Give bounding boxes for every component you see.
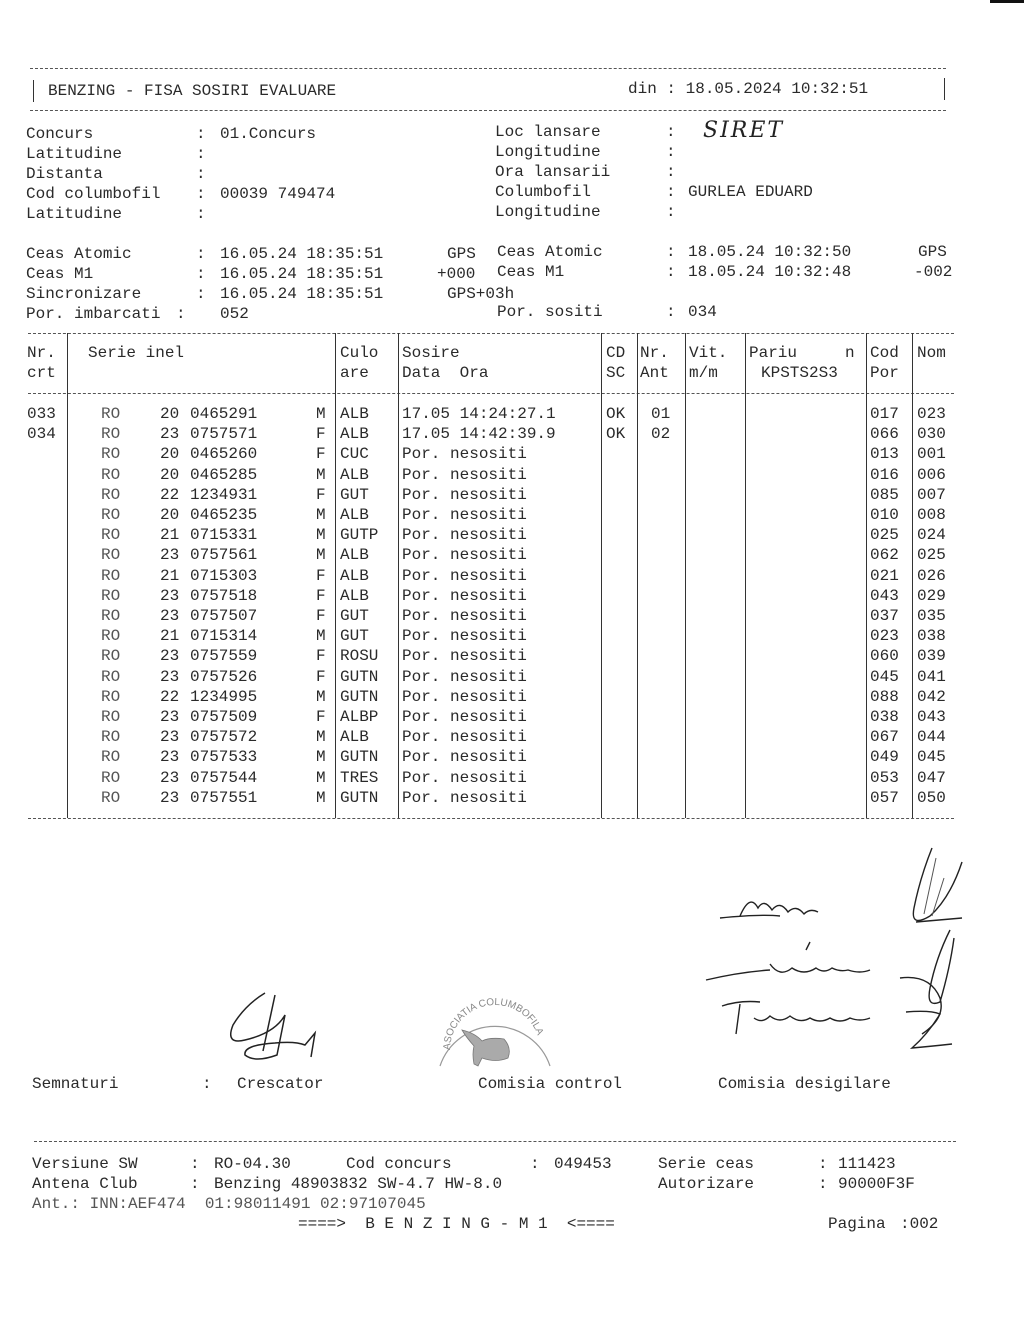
table-column-separator	[67, 333, 68, 818]
table-row-sosire: Por. nesositi	[402, 586, 527, 605]
table-row-sosire: Por. nesositi	[402, 748, 527, 767]
info-left-label: Distanta	[26, 165, 103, 183]
table-row-cod: 057	[870, 788, 899, 807]
table-row-an: 20	[160, 445, 180, 464]
table-row-inel: 1234995	[190, 687, 258, 706]
header-culoare: Culo	[340, 344, 379, 362]
table-row-nr: 034	[27, 425, 56, 444]
table-row-an: 23	[160, 425, 180, 444]
table-row-tara: RO	[101, 526, 121, 545]
table-row-an: 22	[160, 687, 180, 706]
table-row-inel: 0465285	[190, 465, 258, 484]
table-row-tara: RO	[101, 647, 121, 666]
clock-left-label: Sincronizare	[26, 285, 142, 303]
clock-left-suffix: +000	[437, 265, 476, 283]
info-right-colon: :	[666, 123, 676, 141]
table-row-inel: 0757507	[190, 607, 258, 625]
clock-left-colon: :	[196, 265, 206, 283]
table-row-cod: 016	[870, 465, 899, 484]
table-row-nom: 026	[917, 566, 946, 585]
table-row-sex: M	[316, 506, 326, 524]
table-row-nom: 050	[917, 788, 946, 807]
table-column-separator	[912, 333, 913, 818]
table-row-sosire: Por. nesositi	[402, 627, 527, 646]
table-row-an: 23	[160, 586, 180, 605]
antena-colon: :	[190, 1175, 200, 1193]
table-row-cod: 013	[870, 445, 899, 464]
info-left-label: Latitudine	[26, 145, 123, 163]
table-row-tara: RO	[101, 627, 121, 646]
info-right-value: GURLEA EDUARD	[688, 183, 813, 201]
header-nr-crt: crt	[27, 364, 56, 383]
header-sosire: Data Ora	[402, 364, 489, 383]
title-border-left	[33, 80, 34, 102]
cod-concurs-value: 049453	[554, 1155, 612, 1173]
table-row-nom: 025	[917, 546, 946, 565]
clock-right-suffix: -002	[914, 263, 953, 281]
table-row-inel: 0465260	[190, 445, 258, 464]
clock-right-suffix: GPS	[918, 243, 947, 261]
table-row-an: 21	[160, 526, 180, 545]
table-row-nom: 043	[917, 708, 946, 726]
autorizare-colon: :	[818, 1175, 828, 1193]
clock-left-label: Ceas M1	[26, 265, 94, 283]
scan-edge-mark	[990, 0, 1024, 3]
signature-crescator	[215, 985, 335, 1065]
table-divider	[28, 818, 954, 819]
table-row-tara: RO	[101, 748, 121, 767]
table-row-culoare: GUTP	[340, 526, 379, 545]
table-row-culoare: ALB	[340, 465, 369, 484]
info-left-colon: :	[196, 185, 206, 203]
table-row-culoare: GUTN	[340, 687, 379, 706]
table-row-sex: M	[316, 405, 326, 423]
date-label: din	[628, 80, 657, 98]
info-right-label: Columbofil	[495, 183, 592, 201]
table-row-cod: 038	[870, 708, 899, 726]
table-column-separator	[685, 333, 686, 818]
table-row-inel: 0715303	[190, 566, 258, 585]
table-row-ant: 01	[651, 405, 671, 423]
table-row-nom: 038	[917, 627, 946, 646]
clock-left-label: Por. imbarcati	[26, 305, 161, 323]
table-row-an: 23	[160, 748, 180, 767]
table-row-sex: M	[316, 748, 326, 767]
header-nr-ant: Nr.	[640, 344, 669, 362]
header-cod-por: Cod	[870, 344, 899, 362]
table-row-culoare: GUT	[340, 607, 369, 625]
signatures-colon: :	[202, 1075, 212, 1093]
table-row-inel: 0757509	[190, 708, 258, 726]
table-row-an: 21	[160, 566, 180, 585]
info-right-label: Ora lansarii	[495, 163, 611, 181]
table-row-nom: 007	[917, 485, 946, 504]
header-date: din : 18.05.2024 10:32:51	[628, 80, 869, 98]
table-row-sex: F	[316, 445, 326, 464]
clock-left-value: 16.05.24 18:35:51	[220, 285, 384, 303]
table-row-nom: 008	[917, 506, 946, 524]
table-row-tara: RO	[101, 708, 121, 726]
table-row-cod: 060	[870, 647, 899, 666]
clock-left-colon: :	[196, 285, 206, 303]
association-stamp	[420, 978, 570, 1068]
table-divider	[28, 333, 954, 334]
clock-left-value: 16.05.24 18:35:51	[220, 265, 384, 283]
table-row-sex: M	[316, 788, 326, 807]
info-right-colon: :	[666, 183, 676, 201]
table-row-nom: 045	[917, 748, 946, 767]
table-row-sosire: Por. nesositi	[402, 667, 527, 686]
table-row-cod: 023	[870, 627, 899, 646]
table-row-inel: 1234931	[190, 485, 258, 504]
clock-right-label: Ceas Atomic	[497, 243, 603, 261]
table-row-nom: 047	[917, 768, 946, 787]
table-row-nom: 041	[917, 667, 946, 686]
table-row-inel: 0757572	[190, 728, 258, 747]
table-row-culoare: ROSU	[340, 647, 379, 666]
table-row-culoare: ALB	[340, 728, 369, 747]
table-row-nom: 035	[917, 607, 946, 625]
pagina-value: :002	[900, 1215, 939, 1233]
table-column-separator	[335, 333, 336, 818]
header-nr-crt: Nr.	[27, 344, 56, 362]
signatures-label: Semnaturi	[32, 1075, 119, 1093]
pagina-label: Pagina	[828, 1215, 886, 1233]
table-row-nom: 039	[917, 647, 946, 666]
table-column-separator	[745, 333, 746, 818]
autorizare-value: 90000F3F	[838, 1175, 915, 1193]
table-row-culoare: ALB	[340, 566, 369, 585]
table-row-sex: F	[316, 708, 326, 726]
table-row-sosire: Por. nesositi	[402, 546, 527, 565]
table-row-culoare: GUTN	[340, 748, 379, 767]
table-row-nom: 001	[917, 445, 946, 464]
table-row-culoare: GUT	[340, 627, 369, 646]
table-row-culoare: ALB	[340, 425, 369, 444]
table-row-sex: F	[316, 586, 326, 605]
date-value: 18.05.2024 10:32:51	[685, 80, 869, 98]
info-right-colon: :	[666, 143, 676, 161]
clock-right-label: Por. sositi	[497, 303, 603, 321]
title-border-right	[944, 78, 945, 100]
table-row-inel: 0757533	[190, 748, 258, 767]
table-row-nom: 042	[917, 687, 946, 706]
table-row-sosire: Por. nesositi	[402, 445, 527, 464]
table-row-an: 20	[160, 465, 180, 484]
table-row-nom: 024	[917, 526, 946, 545]
clock-right-value: 18.05.24 10:32:48	[688, 263, 852, 281]
title-border-bottom	[30, 110, 946, 111]
autorizare-label: Autorizare	[658, 1175, 755, 1193]
table-row-nom: 044	[917, 728, 946, 747]
footer-banner: ====> B E N Z I N G - M 1 <====	[298, 1215, 615, 1233]
table-row-ant: 02	[651, 425, 671, 444]
handwritten-loc-lansare: SIRET	[703, 118, 785, 143]
table-row-cod: 017	[870, 405, 899, 423]
table-row-inel: 0757518	[190, 586, 258, 605]
table-row-sex: F	[316, 647, 326, 666]
table-row-nom: 023	[917, 405, 946, 423]
clock-left-suffix: GPS	[447, 245, 476, 263]
table-row-sex: M	[316, 526, 326, 545]
table-row-sex: F	[316, 667, 326, 686]
clock-left-value: 16.05.24 18:35:51	[220, 245, 384, 263]
header-sosire: Sosire	[402, 344, 460, 362]
versiune-colon: :	[190, 1155, 200, 1173]
table-row-nom: 029	[917, 586, 946, 605]
clock-left-suffix: GPS+03h	[447, 285, 515, 303]
table-row-culoare: TRES	[340, 768, 379, 787]
info-left-colon: :	[196, 165, 206, 183]
table-row-an: 20	[160, 405, 180, 423]
info-left-label: Latitudine	[26, 205, 123, 223]
table-row-sex: F	[316, 566, 326, 585]
table-row-tara: RO	[101, 728, 121, 747]
table-row-nom: 030	[917, 425, 946, 444]
header-cdsc: CD	[606, 344, 626, 362]
table-column-separator	[398, 333, 399, 818]
table-row-cod: 025	[870, 526, 899, 545]
table-row-an: 23	[160, 607, 180, 625]
clock-right-value: 18.05.24 10:32:50	[688, 243, 852, 261]
footer-divider	[34, 1141, 956, 1142]
table-row-inel: 0757544	[190, 768, 258, 787]
header-culoare: are	[340, 364, 369, 383]
header-nr-ant: Ant	[640, 364, 669, 383]
serie-ceas-label: Serie ceas	[658, 1155, 755, 1173]
table-row-nr: 033	[27, 405, 56, 423]
info-right-label: Longitudine	[495, 203, 601, 221]
table-row-inel: 0465235	[190, 506, 258, 524]
table-column-separator	[601, 333, 602, 818]
clock-right-colon: :	[666, 303, 676, 321]
table-row-sex: M	[316, 687, 326, 706]
table-row-sex: M	[316, 465, 326, 484]
table-row-inel: 0757561	[190, 546, 258, 565]
table-row-tara: RO	[101, 425, 121, 444]
serie-ceas-colon: :	[818, 1155, 828, 1173]
stamp-text: ASOCIATIA COLUMBOFILA	[441, 996, 546, 1051]
title-border-top	[30, 68, 946, 69]
table-row-tara: RO	[101, 546, 121, 565]
clock-right-colon: :	[666, 263, 676, 281]
table-row-an: 22	[160, 485, 180, 504]
clock-left-label: Ceas Atomic	[26, 245, 132, 263]
table-row-sex: M	[316, 627, 326, 646]
table-row-sosire: Por. nesositi	[402, 485, 527, 504]
table-row-tara: RO	[101, 607, 121, 625]
table-row-culoare: ALB	[340, 506, 369, 524]
table-row-sosire: Por. nesositi	[402, 506, 527, 524]
table-divider	[28, 393, 954, 394]
table-row-an: 20	[160, 506, 180, 524]
table-row-tara: RO	[101, 586, 121, 605]
table-row-inel: 0757551	[190, 788, 258, 807]
table-row-tara: RO	[101, 465, 121, 484]
table-row-tara: RO	[101, 485, 121, 504]
footer-antenna-line: Ant.: INN:AEF474 01:98011491 02:97107045	[32, 1195, 426, 1213]
cod-concurs-colon: :	[530, 1155, 540, 1173]
clock-left-colon: :	[196, 245, 206, 263]
table-row-sex: F	[316, 485, 326, 504]
table-row-inel: 0715314	[190, 627, 258, 646]
table-row-culoare: ALB	[340, 546, 369, 565]
table-row-sex: F	[316, 607, 326, 625]
info-left-colon: :	[196, 205, 206, 223]
table-row-inel: 0757526	[190, 667, 258, 686]
table-row-culoare: ALB	[340, 405, 369, 423]
table-row-an: 23	[160, 768, 180, 787]
table-row-sosire: Por. nesositi	[402, 788, 527, 807]
table-row-tara: RO	[101, 405, 121, 423]
table-row-culoare: GUT	[340, 485, 369, 504]
table-row-tara: RO	[101, 788, 121, 807]
clock-left-value: 052	[220, 305, 249, 323]
serie-ceas-value: 111423	[838, 1155, 896, 1173]
table-row-an: 23	[160, 546, 180, 565]
table-row-sosire: Por. nesositi	[402, 566, 527, 585]
header-vit: Vit.	[689, 344, 728, 362]
table-row-culoare: GUTN	[340, 667, 379, 686]
header-vit: m/m	[689, 364, 718, 383]
table-row-inel: 0757559	[190, 647, 258, 666]
header-serie-inel: Serie inel	[88, 344, 185, 362]
comisia-desigilare-label: Comisia desigilare	[718, 1075, 891, 1093]
signatures-comisia-desigilare	[700, 838, 970, 1063]
table-row-an: 23	[160, 647, 180, 666]
header-pariu: KPSTS2S3	[761, 364, 838, 383]
table-row-tara: RO	[101, 506, 121, 524]
table-row-sosire: Por. nesositi	[402, 647, 527, 666]
clock-right-value: 034	[688, 303, 717, 321]
table-row-tara: RO	[101, 667, 121, 686]
comisia-control-label: Comisia control	[478, 1075, 623, 1093]
table-row-cod: 062	[870, 546, 899, 565]
table-row-cod: 067	[870, 728, 899, 747]
table-row-an: 21	[160, 627, 180, 646]
table-row-sosire: Por. nesositi	[402, 465, 527, 484]
table-column-separator	[866, 333, 867, 818]
table-row-tara: RO	[101, 687, 121, 706]
header-nom: Nom	[917, 344, 946, 362]
table-row-sex: F	[316, 425, 326, 444]
table-row-nom: 006	[917, 465, 946, 484]
table-row-sosire: Por. nesositi	[402, 526, 527, 545]
table-row-inel: 0465291	[190, 405, 258, 423]
cod-concurs-label: Cod concurs	[346, 1155, 452, 1173]
table-row-cod: 053	[870, 768, 899, 787]
info-left-value: 00039 749474	[220, 185, 336, 203]
info-right-label: Loc lansare	[495, 123, 601, 141]
table-row-sosire: 17.05 14:42:39.9	[402, 425, 556, 444]
clock-left-colon: :	[176, 305, 186, 323]
document-title: BENZING - FISA SOSIRI EVALUARE	[48, 82, 337, 100]
table-row-cod: 085	[870, 485, 899, 504]
info-right-label: Longitudine	[495, 143, 601, 161]
pigeon-icon	[462, 1030, 509, 1066]
table-row-inel: 0715331	[190, 526, 258, 545]
info-right-colon: :	[666, 203, 676, 221]
clock-right-colon: :	[666, 243, 676, 261]
table-row-cod: 021	[870, 566, 899, 585]
table-row-an: 23	[160, 788, 180, 807]
table-row-cod: 049	[870, 748, 899, 767]
table-row-an: 23	[160, 708, 180, 726]
table-row-cod: 045	[870, 667, 899, 686]
table-row-sosire: Por. nesositi	[402, 607, 527, 625]
antena-label: Antena Club	[32, 1175, 138, 1193]
table-row-sex: M	[316, 728, 326, 747]
table-column-separator	[637, 333, 638, 818]
table-row-cdsc: OK	[606, 405, 626, 423]
table-row-sosire: Por. nesositi	[402, 708, 527, 726]
table-row-cod: 043	[870, 586, 899, 605]
table-row-sosire: Por. nesositi	[402, 768, 527, 787]
table-row-tara: RO	[101, 445, 121, 464]
table-row-culoare: GUTN	[340, 788, 379, 807]
clock-right-label: Ceas M1	[497, 263, 565, 281]
info-left-value: 01.Concurs	[220, 125, 317, 143]
header-cod-por: Por	[870, 364, 899, 383]
header-pariu: Pariu n	[749, 344, 855, 362]
info-left-label: Concurs	[26, 125, 94, 143]
table-row-cod: 037	[870, 607, 899, 625]
table-row-sosire: Por. nesositi	[402, 728, 527, 747]
versiune-label: Versiune SW	[32, 1155, 138, 1173]
table-row-tara: RO	[101, 768, 121, 787]
table-row-sosire: 17.05 14:24:27.1	[402, 405, 556, 423]
table-row-culoare: CUC	[340, 445, 369, 464]
table-row-cod: 088	[870, 687, 899, 706]
table-row-inel: 0757571	[190, 425, 258, 444]
table-row-sosire: Por. nesositi	[402, 687, 527, 706]
info-left-label: Cod columbofil	[26, 185, 161, 203]
table-row-cdsc: OK	[606, 425, 626, 444]
table-row-cod: 010	[870, 506, 899, 524]
info-right-colon: :	[666, 163, 676, 181]
table-row-sex: M	[316, 546, 326, 565]
info-left-colon: :	[196, 125, 206, 143]
table-row-tara: RO	[101, 566, 121, 585]
table-row-culoare: ALB	[340, 586, 369, 605]
table-row-cod: 066	[870, 425, 899, 444]
header-cdsc: SC	[606, 364, 626, 383]
info-left-colon: :	[196, 145, 206, 163]
table-row-culoare: ALBP	[340, 708, 379, 726]
table-row-sex: M	[316, 768, 326, 787]
antena-value: Benzing 48903832 SW-4.7 HW-8.0	[214, 1175, 503, 1193]
versiune-value: RO-04.30	[214, 1155, 291, 1173]
table-row-an: 23	[160, 728, 180, 747]
crescator-label: Crescator	[237, 1075, 324, 1093]
table-row-an: 23	[160, 667, 180, 686]
